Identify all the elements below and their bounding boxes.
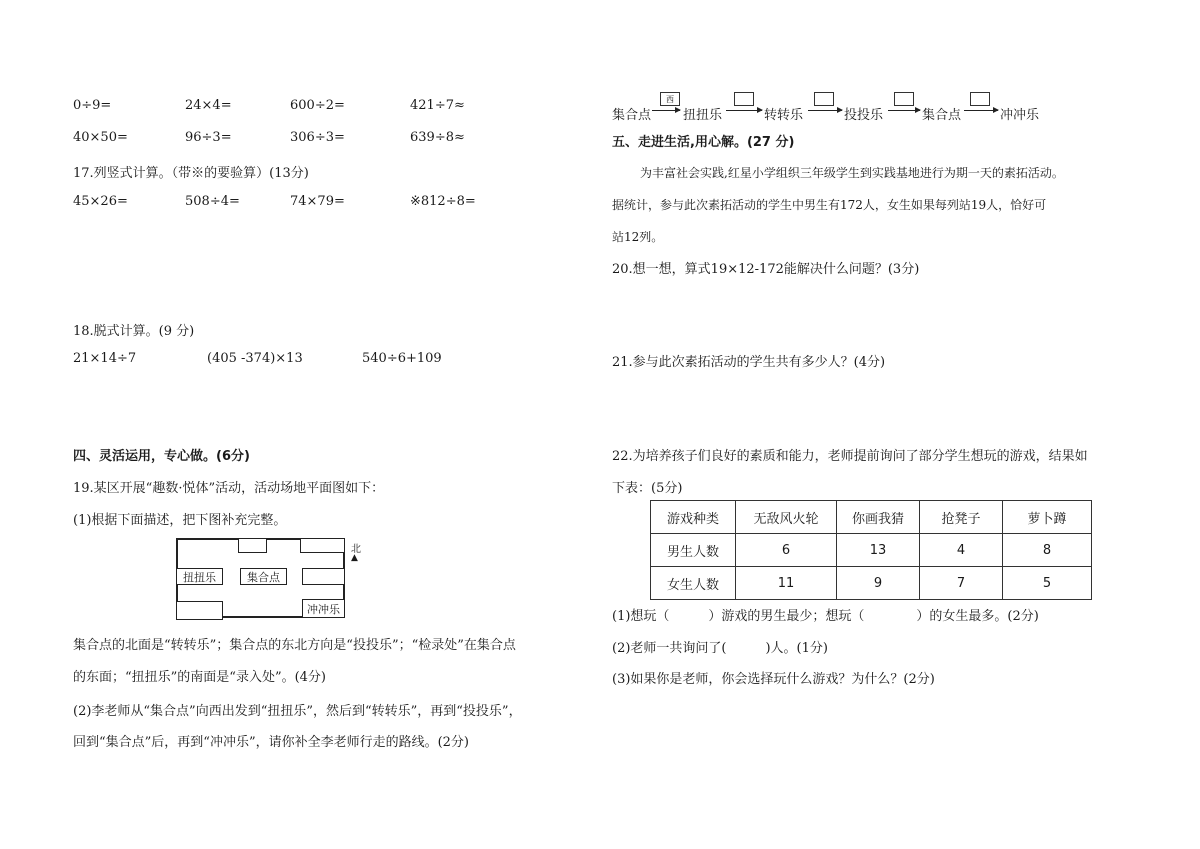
- table-cell: 你画我猜: [837, 501, 920, 534]
- table-cell: 抢凳子: [920, 501, 1003, 534]
- map-block: [176, 601, 223, 620]
- route-stop: 转转乐: [764, 108, 804, 123]
- vertical-calc-item: ※812÷8=: [410, 194, 476, 209]
- story-line-3: 站12列。: [612, 230, 664, 244]
- route-stop: 集合点: [922, 108, 962, 123]
- route-direction-box[interactable]: 西: [660, 92, 680, 106]
- table-cell: 13: [837, 534, 920, 567]
- question-21: 21.参与此次素拓活动的学生共有多少人？(4分): [612, 355, 886, 370]
- question-22: 22.为培养孩子们良好的素质和能力，老师提前询问了部分学生想玩的游戏，结果如: [612, 449, 1088, 464]
- map-block: [300, 538, 345, 553]
- oral-calc-item: 639÷8≈: [410, 130, 465, 145]
- activity-site-map: [176, 538, 345, 618]
- route-direction-box[interactable]: [970, 92, 990, 106]
- vertical-calc-item: 74×79=: [290, 194, 345, 209]
- map-block-jiheidian: 集合点: [240, 568, 287, 585]
- stepwise-calc-item: (405 -374)×13: [207, 351, 303, 366]
- map-block: [302, 568, 345, 585]
- table-cell: 无敌风火轮: [736, 501, 837, 534]
- question-19-part-2-cont: 回到“集合点”后，再到“冲冲乐”，请你补全李老师行走的路线。(2分): [73, 735, 469, 750]
- question-19-part-1: (1)根据下面描述，把下图补充完整。: [73, 513, 287, 528]
- description-line-1: 集合点的北面是“转转乐”；集合点的东北方向是“投投乐”；“检录处”在集合点: [73, 638, 516, 653]
- story-line-1: 为丰富社会实践,红星小学组织三年级学生到实践基地进行为期一天的素拓活动。: [640, 166, 1064, 180]
- question-22-part-1: (1)想玩（ ）游戏的男生最少；想玩（ ）的女生最多。(2分): [612, 609, 1039, 624]
- vertical-calc-item: 508÷4=: [185, 194, 240, 209]
- table-row: [651, 567, 1092, 600]
- route-end: 冲冲乐: [1000, 108, 1040, 123]
- section-5-heading: 五、走进生活,用心解。(27 分): [612, 135, 795, 150]
- question-18: 18.脱式计算。(9 分): [73, 324, 195, 339]
- oral-calc-item: 96÷3=: [185, 130, 232, 145]
- question-22-cont: 下表：(5分): [612, 481, 683, 496]
- route-arrow-icon: [726, 110, 762, 111]
- table-cell: 5: [1003, 567, 1092, 600]
- question-19-part-2: (2)李老师从“集合点”向西出发到“扭扭乐”，然后到“转转乐”，再到“投投乐”，: [73, 704, 522, 719]
- north-label: 北: [351, 544, 361, 555]
- story-line-2: 据统计，参与此次素拓活动的学生中男生有172人，女生如果每列站19人，恰好可: [612, 198, 1047, 212]
- question-22-part-2: (2)老师一共询问了( )人。(1分): [612, 641, 828, 656]
- table-cell: 女生人数: [651, 567, 736, 600]
- route-arrow-icon: [964, 110, 998, 111]
- route-direction-box[interactable]: [894, 92, 914, 106]
- question-22-part-3: (3)如果你是老师，你会选择玩什么游戏？为什么？(2分): [612, 672, 935, 687]
- route-arrow-icon: [888, 110, 920, 111]
- game-survey-table: [650, 500, 1092, 600]
- table-cell: 7: [920, 567, 1003, 600]
- map-block: [238, 538, 267, 553]
- route-start: 集合点: [612, 108, 652, 123]
- route-arrow-icon: [808, 110, 842, 111]
- route-arrow-icon: [652, 110, 680, 111]
- table-cell: 9: [837, 567, 920, 600]
- stepwise-calc-item: 540÷6+109: [362, 351, 442, 366]
- question-20: 20.想一想，算式19×12-172能解决什么问题？(3分): [612, 262, 920, 277]
- route-stop: 扭扭乐: [683, 108, 723, 123]
- table-cell: 游戏种类: [651, 501, 736, 534]
- oral-calc-item: 600÷2=: [290, 98, 345, 113]
- north-arrow-icon: ▲: [351, 553, 358, 563]
- oral-calc-item: 421÷7≈: [410, 98, 465, 113]
- vertical-calc-item: 45×26=: [73, 194, 128, 209]
- section-4-heading: 四、灵活运用，专心做。(6分): [73, 449, 250, 464]
- route-direction-box[interactable]: [814, 92, 834, 106]
- table-cell: 男生人数: [651, 534, 736, 567]
- stepwise-calc-item: 21×14÷7: [73, 351, 137, 366]
- table-cell: 6: [736, 534, 837, 567]
- table-row: [651, 534, 1092, 567]
- map-block-chongchongle: 冲冲乐: [302, 599, 345, 618]
- oral-calc-item: 0÷9=: [73, 98, 112, 113]
- map-block-niuniule: 扭扭乐: [176, 568, 223, 585]
- oral-calc-item: 306÷3=: [290, 130, 345, 145]
- oral-calc-item: 24×4=: [185, 98, 232, 113]
- route-stop: 投投乐: [844, 108, 884, 123]
- table-cell: 11: [736, 567, 837, 600]
- description-line-2: 的东面；“扭扭乐”的南面是“录入处”。(4分): [73, 670, 326, 685]
- question-19: 19.某区开展“趣数·悦体”活动，活动场地平面图如下：: [73, 481, 385, 496]
- table-cell: 萝卜蹲: [1003, 501, 1092, 534]
- question-17: 17.列竖式计算。（带※的要验算）(13分): [73, 166, 309, 181]
- oral-calc-item: 40×50=: [73, 130, 128, 145]
- table-cell: 8: [1003, 534, 1092, 567]
- route-direction-box[interactable]: [734, 92, 754, 106]
- table-header-row: [651, 501, 1092, 534]
- table-cell: 4: [920, 534, 1003, 567]
